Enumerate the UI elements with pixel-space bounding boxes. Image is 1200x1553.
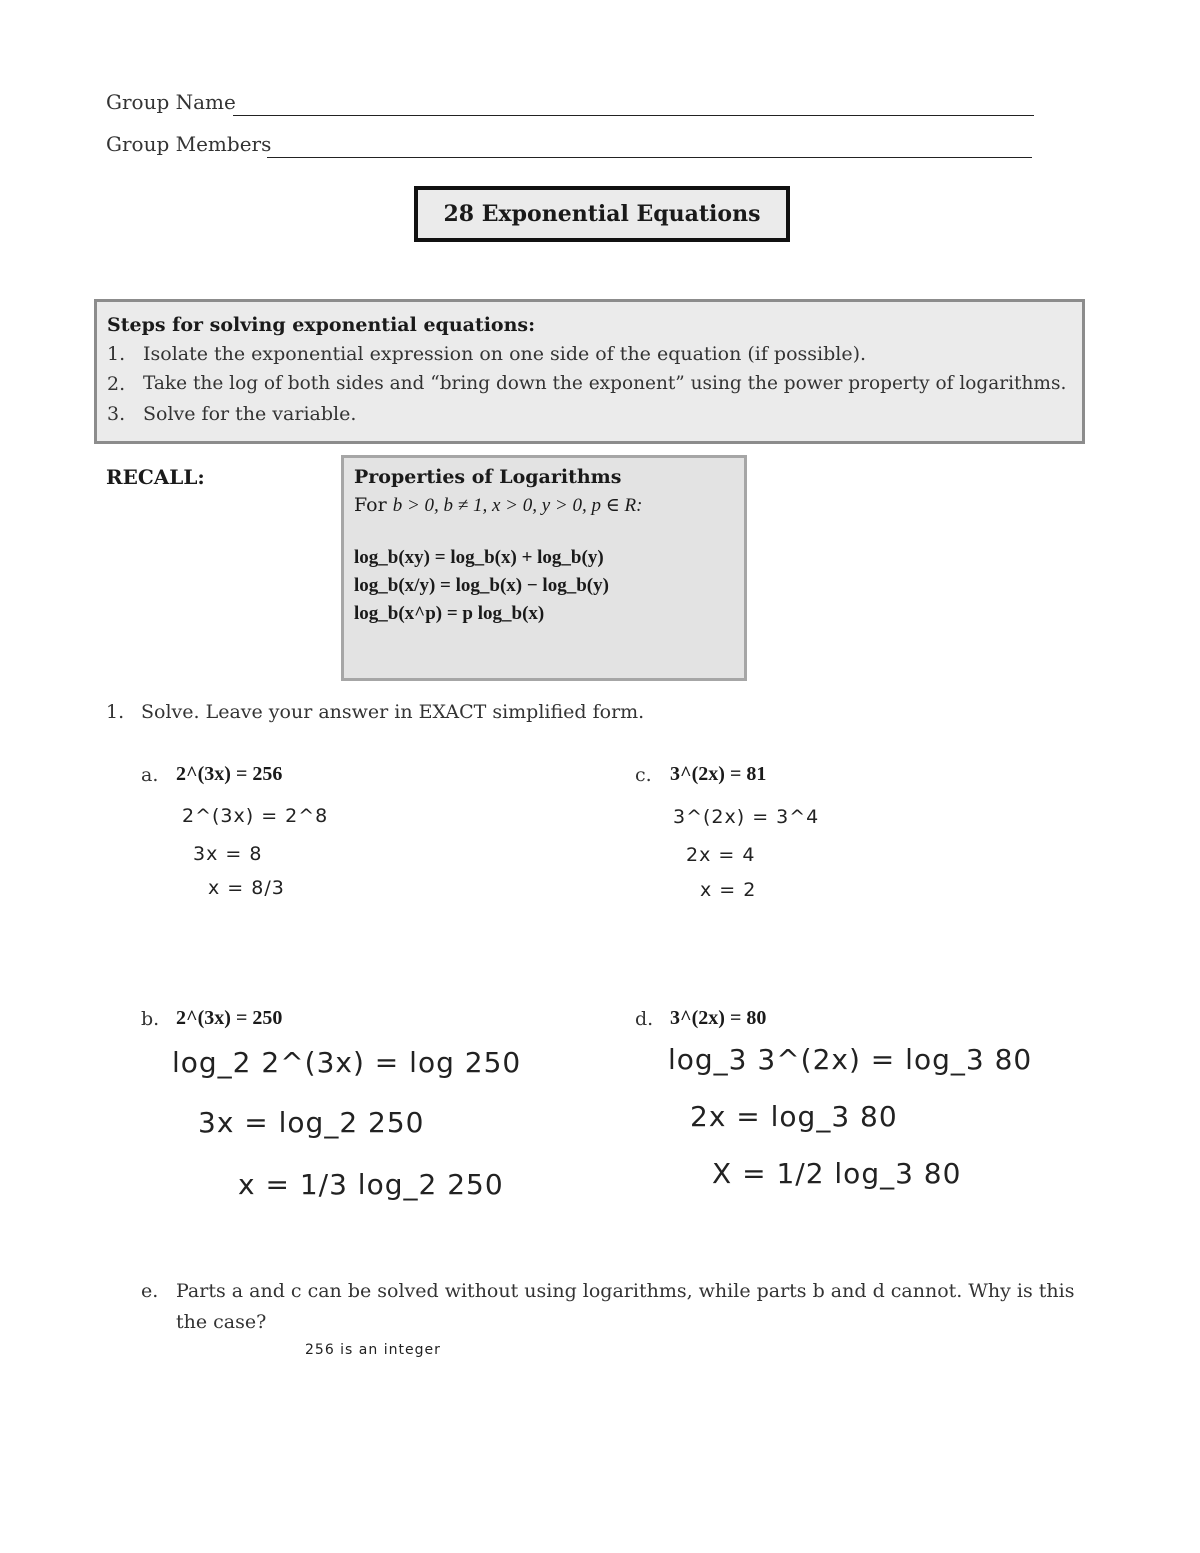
quotient-rule: log_b(x/y) = log_b(x) − log_b(y)	[354, 575, 609, 596]
step-text: Take the log of both sides and “bring down the exponent” using the power property of logarithms.	[143, 373, 1067, 394]
group-name-label: Group Name	[106, 90, 236, 114]
part-c-equation: 3^(2x) = 81	[670, 763, 767, 785]
group-members-line[interactable]	[267, 157, 1032, 158]
question-number: 1.	[106, 701, 125, 723]
log-properties-condition: For b > 0, b ≠ 1, x > 0, y > 0, p ∈ R:	[354, 494, 643, 516]
step-number: 1.	[107, 343, 126, 365]
step-item	[107, 403, 1072, 425]
part-c-work-line: 3^(2x) = 3^4	[673, 806, 820, 828]
part-a-work-line: 2^(3x) = 2^8	[182, 805, 329, 827]
part-a-work-line: 3x = 8	[193, 843, 263, 865]
step-number: 2.	[107, 373, 126, 395]
part-e-label: e.	[141, 1280, 159, 1302]
group-name-line[interactable]	[233, 115, 1034, 116]
recall-label: RECALL:	[106, 465, 205, 489]
product-rule: log_b(xy) = log_b(x) + log_b(y)	[354, 547, 604, 568]
log-properties-box	[341, 455, 747, 681]
step-item	[107, 343, 1072, 365]
part-d-work-line: 2x = log_3 80	[690, 1100, 898, 1133]
part-d-label: d.	[635, 1008, 654, 1030]
page-title: 28 Exponential Equations	[414, 186, 790, 242]
steps-box	[94, 299, 1085, 444]
step-item	[107, 373, 1072, 395]
power-rule: log_b(x^p) = p log_b(x)	[354, 603, 545, 624]
part-c-work-line: x = 2	[700, 879, 757, 901]
part-a-equation: 2^(3x) = 256	[176, 763, 283, 785]
part-b-work-line: 3x = log_2 250	[198, 1106, 425, 1139]
part-b-work-line: x = 1/3 log_2 250	[238, 1168, 504, 1201]
step-number: 3.	[107, 403, 126, 425]
part-d-work-line: log_3 3^(2x) = log_3 80	[668, 1043, 1033, 1076]
part-a-work-line: x = 8/3	[208, 877, 285, 899]
part-e-prompt-line2: the case?	[176, 1311, 267, 1333]
steps-heading: Steps for solving exponential equations:	[107, 314, 536, 336]
part-b-equation: 2^(3x) = 250	[176, 1007, 283, 1029]
part-a-label: a.	[141, 764, 159, 786]
part-b-label: b.	[141, 1008, 160, 1030]
part-c-work-line: 2x = 4	[686, 844, 756, 866]
part-d-work-line: X = 1/2 log_3 80	[712, 1157, 962, 1190]
part-d-equation: 3^(2x) = 80	[670, 1007, 767, 1029]
part-b-work-line: log_2 2^(3x) = log 250	[172, 1046, 522, 1079]
part-c-label: c.	[635, 764, 652, 786]
step-text: Solve for the variable.	[143, 403, 357, 425]
step-text: Isolate the exponential expression on one side of the equation (if possible).	[143, 343, 867, 365]
question-prompt: Solve. Leave your answer in EXACT simplified form.	[141, 701, 645, 723]
part-e-prompt-line1: Parts a and c can be solved without using logarithms, while parts b and d cannot. Why is this	[176, 1280, 1075, 1302]
group-members-label: Group Members	[106, 132, 272, 156]
part-e-answer: 256 is an integer	[305, 1342, 441, 1358]
log-properties-title: Properties of Logarithms	[354, 466, 622, 488]
